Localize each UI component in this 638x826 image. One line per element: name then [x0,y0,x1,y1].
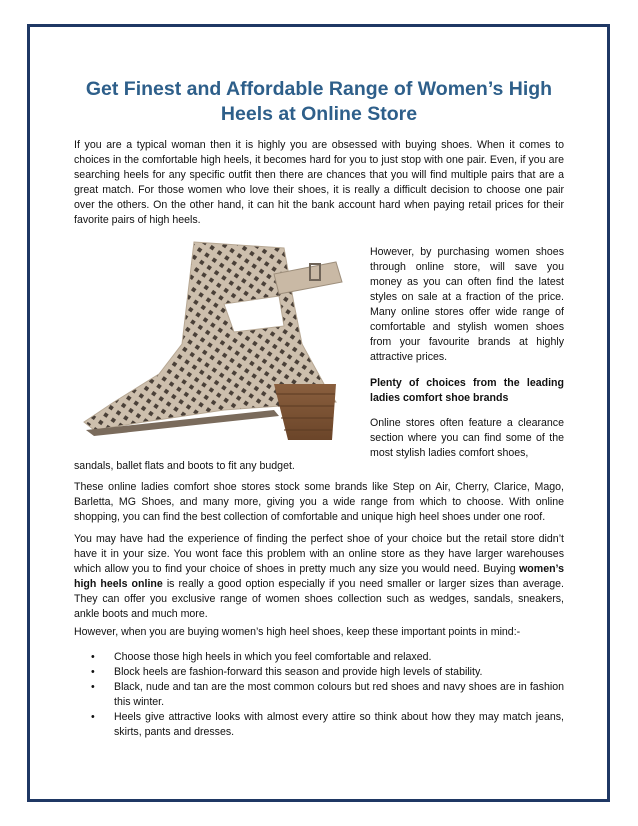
list-item-text: Black, nude and tan are the most common colours but red shoes and navy shoes are in fashion this winter. [114,681,564,708]
bullet-icon: • [91,681,95,693]
right-column-paragraph-2: Online stores often feature a clearance section where you can find some of the most stylish ladies comfort shoes, [370,417,564,459]
sizes-text-before: You may have had the experience of finding the perfect shoe of your choice but the retail store didn’t have it in your size. You wont face this problem with an online store as they have larger warehouses which allow you to find your choice of shoes in pretty much any size you would need. Buying [74,533,564,575]
bullet-icon: • [91,711,95,723]
list-item [74,650,564,665]
bullet-icon: • [91,651,95,663]
brands-paragraph: These online ladies comfort shoe stores stock some brands like Step on Air, Cherry, Clarice, Mago, Barletta, MG Shoes, and many more, giving you a wide range from which to choose. With online shopping, you can find the best collection of comfortable and unique high heel shoes under one roof. [74,481,564,523]
tips-list [74,650,564,740]
right-column-paragraph-1: However, by purchasing women shoes through online store, will save you money as you can often find the latest styles on sale at a fraction of the price. Many online stores offer wide range of comfortable and stylish women shoes from your favourite brands at highly attractive prices. [370,246,564,363]
sizes-paragraph [74,532,564,622]
continued-line: sandals, ballet flats and boots to fit any budget. [74,460,295,472]
list-item-text: Heels give attractive looks with almost every attire so think about how they may match jeans, skirts, pants and dresses. [114,711,564,738]
bullet-icon: • [91,666,95,678]
tips-intro: However, when you are buying women’s high heel shoes, keep these important points in mind:- [74,626,521,638]
list-item [74,665,564,680]
list-item [74,710,564,740]
list-item-text: Choose those high heels in which you feel comfortable and relaxed. [114,651,432,663]
list-item-text: Block heels are fashion-forward this season and provide high levels of stability. [114,666,483,678]
womens-high-heels-link[interactable]: women’s high heels online [74,563,564,590]
ankle-boot-image [74,234,354,444]
section-heading: Plenty of choices from the leading ladies comfort shoe brands [370,377,564,404]
page-title: Get Finest and Affordable Range of Women’s High Heels at Online Store [85,78,553,125]
list-item [74,680,564,710]
sizes-text-after: is really a good option especially if you need smaller or larger sizes than average. They can offer you exclusive range of women shoes collection such as wedges, sandals, sneakers, ankle boots and much more. [74,578,565,620]
intro-paragraph: If you are a typical woman then it is highly you are obsessed with buying shoes. When it comes to choices in the comfortable high heels, it becomes hard for you to just stop with one pair. Even, if you are searching heels for any specific outfit then there are chances that you will find multiple pairs that are a great match. For those women who love their shoes, it is really a difficult decision to choose one pair over the others. On the other hand, it can hit the bank account hard when paying retail prices for their favorite pairs of high heels. [74,139,564,226]
